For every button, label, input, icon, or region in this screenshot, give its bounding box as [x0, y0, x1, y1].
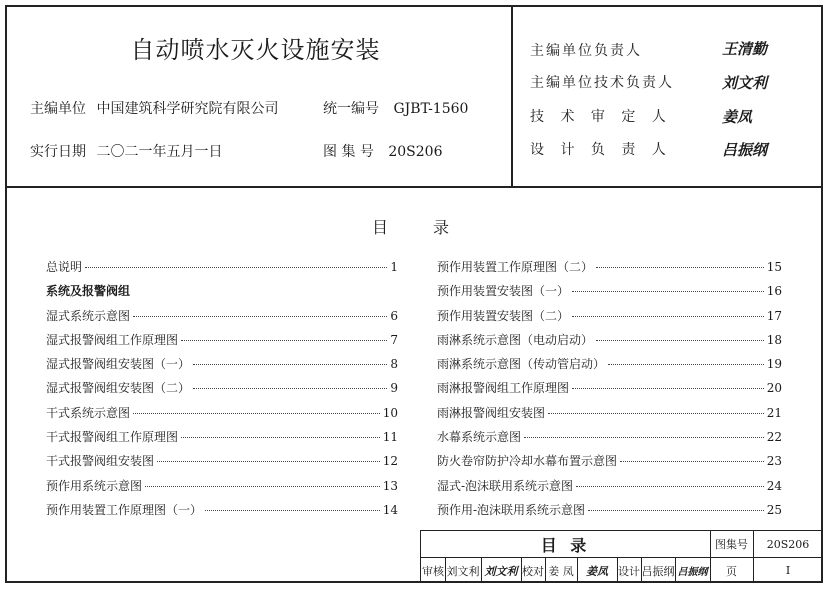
toc-entry-label: 总说明 [46, 260, 83, 274]
toc-entry-label: 雨淋系统示意图（电动启动） [437, 332, 594, 347]
toc-leader-dots [596, 340, 764, 341]
title-block-atlas-label: 图集号 [715, 538, 748, 551]
toc-leader-dots [157, 461, 380, 462]
toc-leader-dots [576, 486, 764, 487]
signature-design-head: 吕振纲 [722, 141, 768, 159]
toc-leader-dots [133, 316, 387, 317]
signature-tech-head: 刘文利 [722, 74, 768, 92]
toc-entry-page: 13 [382, 478, 398, 493]
toc-entry-label: 干式系统示意图 [46, 405, 131, 420]
toc-leader-dots [181, 437, 380, 438]
toc-entry-label: 系统及报警阀组 [46, 284, 131, 299]
signature-reviewer: 姜凤 [722, 108, 753, 126]
toc-entry [437, 501, 782, 525]
toc-leader-dots [572, 291, 764, 292]
toc-leader-dots [133, 413, 380, 414]
toc-leader-dots [85, 267, 387, 268]
design-label: 设计 [618, 564, 640, 578]
toc-leader-dots [572, 388, 764, 389]
toc-entry-page: 14 [382, 502, 398, 517]
toc-entry [437, 282, 782, 306]
role-chief-unit: 主编单位负责人 [530, 43, 642, 59]
review-name: 刘文利 [446, 564, 480, 578]
toc-entry-page: 20 [766, 381, 782, 396]
title-block-name: 目 录 [540, 535, 591, 555]
review-label: 审核 [422, 564, 444, 578]
atlas-no-label: 图 集 号 [323, 144, 374, 160]
toc-entry-page: 19 [766, 357, 782, 372]
toc-entry-page: 24 [766, 478, 782, 493]
toc-entry-page: 7 [390, 332, 398, 347]
toc-entry-label: 湿式报警阀组安装图（二） [46, 381, 191, 396]
toc-entry-label: 预作用装置工作原理图（二） [437, 260, 594, 274]
toc-leader-dots [193, 388, 387, 389]
compiler-label: 主编单位 [30, 101, 86, 117]
toc-entry-label: 预作用装置工作原理图（一） [46, 502, 203, 517]
atlas-no-value: 20S206 [388, 144, 443, 160]
number-value: GJBT-1560 [393, 101, 469, 117]
number-row [323, 98, 468, 118]
toc-entry [46, 379, 398, 403]
toc-entry-label: 预作用-泡沫联用系统示意图 [437, 502, 586, 517]
toc-entry [437, 404, 782, 428]
toc-entry-label: 水幕系统示意图 [437, 430, 522, 445]
toc-entry [46, 428, 398, 452]
toc-entry-label: 湿式报警阀组安装图（一） [46, 357, 191, 372]
toc-entry-label: 湿式-泡沫联用系统示意图 [437, 478, 574, 493]
compiler-row [30, 98, 278, 118]
toc-entry [437, 355, 782, 379]
toc-entry-page: 11 [382, 430, 398, 445]
toc-leader-dots [588, 510, 764, 511]
header-divider [511, 5, 513, 188]
role-tech-head: 主编单位技术负责人 [530, 75, 674, 91]
page-value: I [785, 564, 791, 577]
toc-leader-dots [205, 510, 380, 511]
page-label: 页 [726, 564, 737, 578]
toc-entry [437, 307, 782, 331]
toc-entry [46, 258, 398, 282]
review-signature: 刘文利 [484, 564, 518, 578]
toc-entry-label: 干式报警阀组工作原理图 [46, 430, 179, 445]
check-name: 姜 凤 [548, 564, 574, 578]
role-reviewer: 技 术 审 定 人 [530, 109, 672, 125]
toc-leader-dots [193, 364, 387, 365]
toc-leader-dots [572, 316, 764, 317]
toc-entry [46, 404, 398, 428]
toc-entry [437, 428, 782, 452]
title-block-atlas-value: 20S206 [766, 537, 810, 551]
toc-leader-dots [620, 461, 764, 462]
date-row [30, 141, 222, 161]
compiler-value: 中国建筑科学研究院有限公司 [96, 101, 279, 117]
toc-entry-page: 9 [390, 381, 398, 396]
toc-entry-page: 12 [382, 454, 398, 469]
signature-chief-unit: 王清勤 [722, 40, 768, 58]
atlas-title: 自动喷水灭火设施安装 [130, 36, 381, 64]
role-design-head: 设 计 负 责 人 [530, 142, 672, 158]
toc-entry [46, 501, 398, 525]
check-signature: 姜凤 [586, 564, 608, 578]
toc-entry-label: 防火卷帘防护冷却水幕布置示意图 [437, 454, 618, 469]
toc-leader-dots [524, 437, 764, 438]
toc-entry-page: 18 [766, 332, 782, 347]
date-label: 实行日期 [30, 144, 86, 160]
design-signature: 吕振纲 [677, 567, 708, 578]
toc-entry-label: 雨淋系统示意图（传动管启动） [437, 357, 606, 372]
toc-entry-page: 25 [766, 502, 782, 517]
toc-entry [437, 258, 782, 282]
toc-entry-page: 23 [766, 454, 782, 469]
toc-entry [437, 452, 782, 476]
toc-entry [437, 379, 782, 403]
toc-entry-label: 干式报警阀组安装图 [46, 454, 155, 469]
toc-entry [46, 307, 398, 331]
design-name: 吕振纲 [641, 564, 675, 578]
toc-entry-page: 17 [766, 308, 782, 323]
toc-entry-label: 预作用装置安装图（一） [437, 284, 570, 299]
toc-entry-page: 10 [382, 405, 398, 420]
toc-entry-label: 雨淋报警阀组安装图 [437, 405, 546, 420]
date-value: 二〇二一年五月一日 [96, 144, 223, 160]
toc-leader-dots [596, 267, 764, 268]
toc-entry [46, 331, 398, 355]
toc-entry [46, 282, 398, 306]
title-block [420, 530, 823, 583]
toc-entry-label: 雨淋报警阀组工作原理图 [437, 381, 570, 396]
toc-entry-label: 预作用系统示意图 [46, 478, 143, 493]
number-label: 统一编号 [323, 101, 379, 117]
toc-right-column [437, 258, 782, 525]
toc-entry-page: 15 [766, 260, 782, 274]
toc-entry [437, 331, 782, 355]
toc-entry [437, 477, 782, 501]
check-label: 校对 [522, 564, 544, 578]
toc-heading [372, 215, 494, 238]
toc-entry-label: 湿式系统示意图 [46, 308, 131, 323]
toc-leader-dots [145, 486, 380, 487]
toc-entry [46, 355, 398, 379]
toc-heading-b: 录 [433, 218, 450, 237]
toc-entry-page: 6 [390, 308, 398, 323]
toc-entry-page: 8 [390, 357, 398, 372]
toc-entry-page: 21 [766, 405, 782, 420]
toc-entry [46, 477, 398, 501]
toc-heading-a: 目 [372, 218, 389, 237]
toc-left-column [46, 258, 398, 525]
toc-entry-page: 1 [390, 260, 398, 274]
toc-leader-dots [181, 340, 387, 341]
toc-leader-dots [548, 413, 764, 414]
toc-leader-dots [608, 364, 764, 365]
toc-entry-page: 22 [766, 430, 782, 445]
toc-entry-label: 湿式报警阀组工作原理图 [46, 332, 179, 347]
toc-entry-page: 16 [766, 284, 782, 299]
atlas-no-row [323, 141, 443, 161]
toc-entry [46, 452, 398, 476]
toc-entry-label: 预作用装置安装图（二） [437, 308, 570, 323]
